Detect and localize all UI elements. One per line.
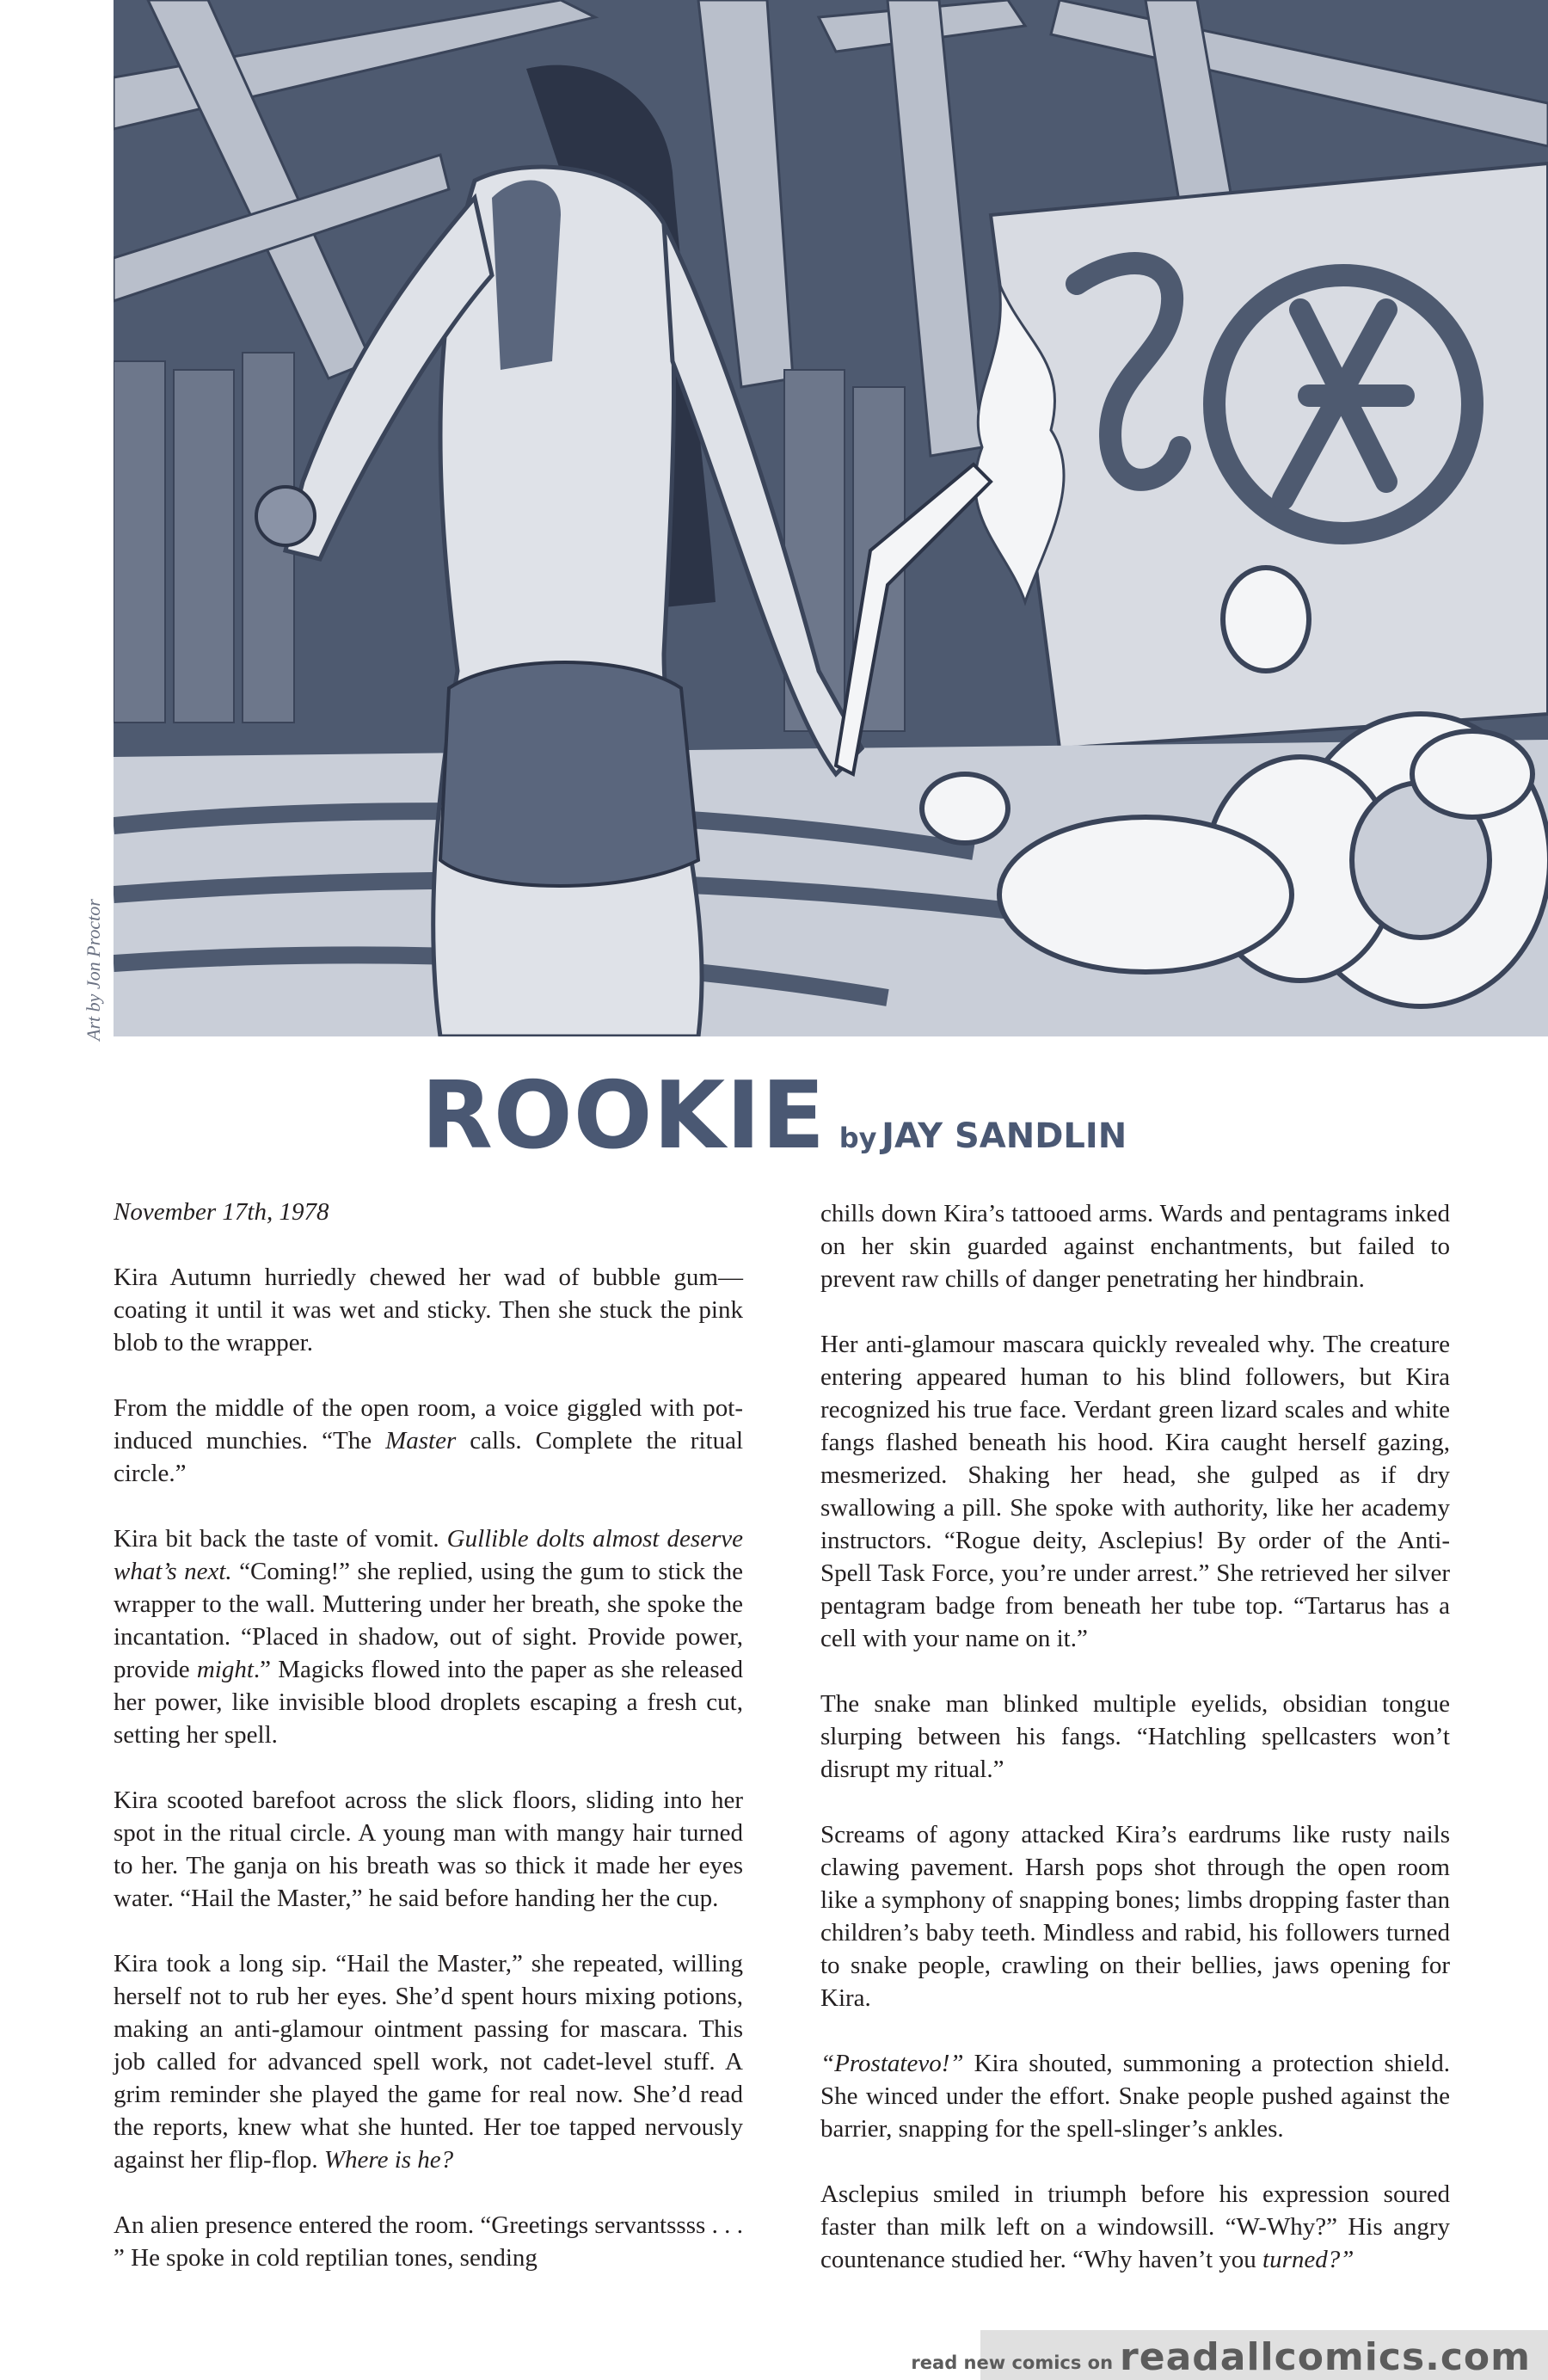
story-paragraph: Asclepius smiled in triumph before his expression soured faster than milk left on a windowsill. “W-Why?” His angry countenance studied her. “Why haven’t you turned?” (820, 2180, 1450, 2273)
art-credit: Art by Jon Proctor (83, 899, 104, 1041)
story-column-left (114, 1196, 743, 2307)
story-paragraph: Kira Autumn hurriedly chewed her wad of bubble gum—coating it until it was wet and sticky. Then she stuck the pink blob to the wrapper. (114, 1264, 743, 1356)
story-paragraph: “Prostatevo!” Kira shouted, summoning a protection shield. She winced under the effort. Snake people pushed against the barrier, snapping for the spell-slinger’s ankles. (820, 2050, 1450, 2143)
site-watermark (911, 2330, 1548, 2380)
title-author: JAY SANDLIN (882, 1116, 1127, 1156)
story-illustration (114, 0, 1548, 1036)
story-paragraph: An alien presence entered the room. “Greetings servantssss . . . ” He spoke in cold reptilian tones, sending (114, 2211, 743, 2272)
story-column-right (820, 1197, 1450, 2309)
watermark-site-name: readallcomics.com (1120, 2335, 1531, 2379)
illustration-icon (114, 0, 1548, 1036)
story-paragraph: From the middle of the open room, a voice giggled with pot-induced munchies. “The Master calls. Complete the ritual circle.” (114, 1394, 743, 1487)
story-paragraph: Kira scooted barefoot across the slick floors, sliding into her spot in the ritual circle. A young man with mangy hair turned to her. The ganja on his breath was so thick it made her eyes water. “Hail the Master,” he said before handing her the cup. (114, 1787, 743, 1912)
story-paragraph: November 17th, 1978 (114, 1198, 329, 1226)
story-paragraph: Her anti-glamour mascara quickly revealed why. The creature entering appeared human to his blind followers, but Kira recognized his true face. Verdant green lizard scales and white fangs flashed beneath his hood. Kira caught herself gazing, mesmerized. Shaking her head, she gulped as if dry swallowing a pill. She spoke with authority, like her academy instructors. “Rogue deity, Asclepius! By order of the Anti-Spell Task Force, you’re under arrest.” She retrieved her silver pentagram badge from beneath her tube top. “Tartarus has a cell with your name on it.” (820, 1331, 1450, 1652)
story-paragraph: chills down Kira’s tattooed arms. Wards and pentagrams inked on her skin guarded against enchantments, but failed to prevent raw chills of danger penetrating her hindbrain. (820, 1200, 1450, 1293)
story-paragraph: Screams of agony attacked Kira’s eardrums like rusty nails clawing pavement. Harsh pops shot through the open room like a symphony of snapping bones; limbs dropping faster than children’s baby teeth. Mindless and rabid, his followers turned to snake people, crawling on their bellies, jaws opening for Kira. (820, 1821, 1450, 2012)
story-title (0, 1062, 1548, 1170)
story-paragraph: Kira took a long sip. “Hail the Master,” she repeated, willing herself not to rub her eyes. She’d spent hours mixing potions, making an anti-glamour ointment passing for mascara. This job called for advanced spell work, not cadet-level stuff. A grim reminder she played the game for real now. She’d read the reports, knew what she hunted. Her toe tapped nervously against her flip-flop. Where is he? (114, 1950, 743, 2174)
watermark-small-text: read new comics on (911, 2352, 1114, 2373)
story-paragraph: Kira bit back the taste of vomit. Gullible dolts almost deserve what’s next. “Coming!” she replied, using the gum to stick the wrapper to the wall. Muttering under her breath, she spoke the incantation. “Placed in shadow, out of sight. Provide power, provide might.” Magicks flowed into the paper as she released her power, like invisible blood droplets escaping a fresh cut, setting her spell. (114, 1525, 744, 1749)
title-main: ROOKIE (421, 1062, 826, 1170)
story-paragraph: The snake man blinked multiple eyelids, obsidian tongue slurping between his fangs. “Hatchling spellcasters won’t disrupt my ritual.” (820, 1690, 1450, 1783)
title-by: by (838, 1122, 877, 1154)
